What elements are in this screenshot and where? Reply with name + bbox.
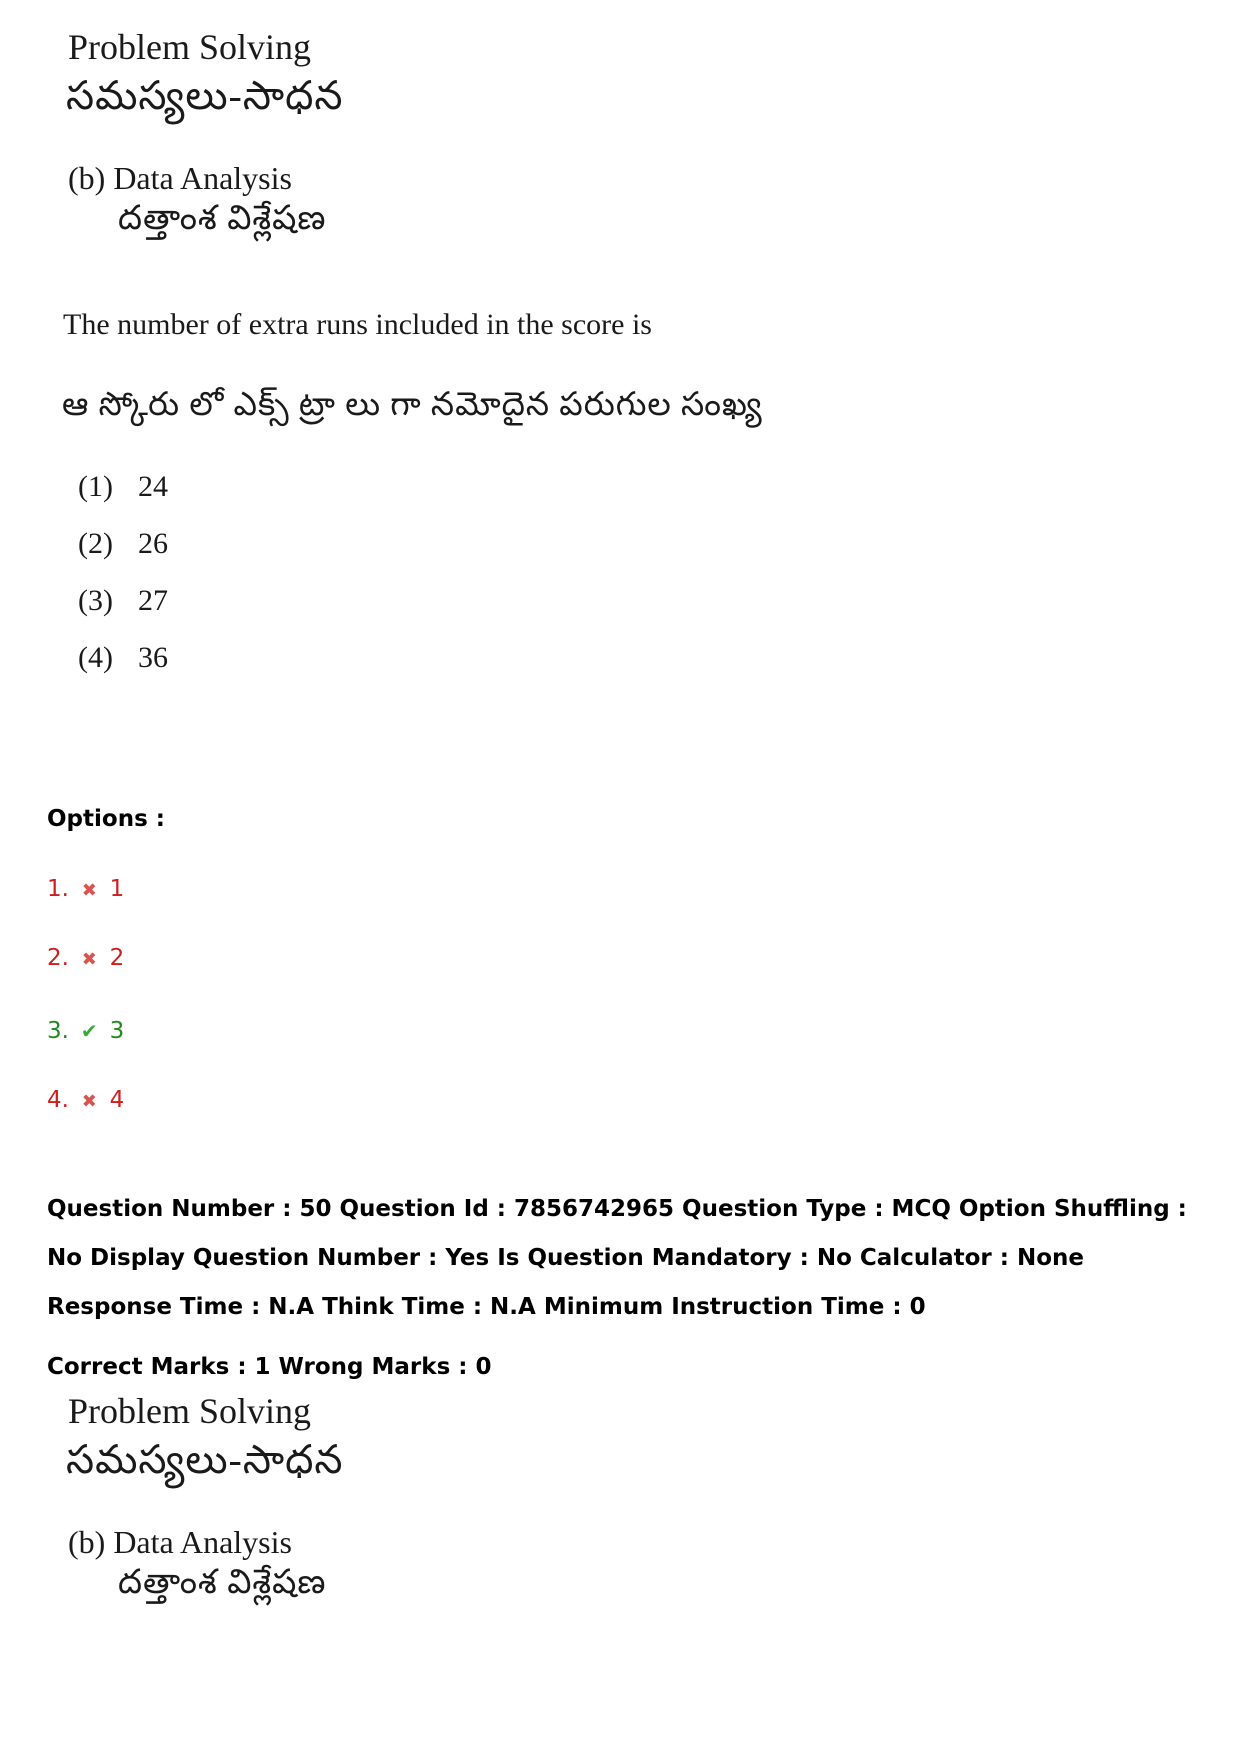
choice-number: (4) (78, 641, 113, 674)
section-title-telugu: దత్తాంశ విశ్లేషణ (118, 200, 327, 237)
question-text: The number of extra runs included in the score is (63, 308, 652, 341)
cross-icon: ✖ (81, 880, 97, 901)
section-title: (b) Data Analysis (68, 160, 292, 196)
section-title: (b) Data Analysis (68, 1524, 292, 1560)
check-icon: ✔ (80, 1019, 98, 1043)
option-value: 1 (109, 876, 125, 902)
choice-value: 24 (138, 470, 168, 503)
question-choice (78, 527, 168, 561)
question-choice (78, 584, 168, 618)
option-value: 3 (109, 1018, 125, 1044)
subject-title: Problem Solving (68, 1391, 312, 1431)
question-text-telugu: ఆ స్కోరు లో ఎక్స్ ట్రా లు గా నమోదైన పరుగుల సంఖ్య (62, 387, 763, 423)
choice-number: (2) (78, 527, 113, 560)
subject-title: Problem Solving (68, 27, 312, 67)
choice-value: 26 (138, 527, 168, 560)
option-index: 1. (47, 876, 69, 902)
question-meta: Question Number : 50 Question Id : 7856742965 Question Type : MCQ Option Shuffling : No Display Question Number : Yes Is Question Mandatory : No Calculator : None Response Time : N.A Think Time : N.A Minimum Instruction Time : 0 (47, 1196, 1187, 1320)
choice-number: (1) (78, 470, 113, 503)
option-item (47, 945, 124, 971)
option-index: 2. (47, 945, 69, 971)
option-item-correct (47, 1018, 124, 1044)
option-item (47, 1087, 124, 1113)
choice-value: 36 (138, 641, 168, 674)
section-title-telugu: దత్తాంశ విశ్లేషణ (118, 1564, 327, 1601)
option-value: 4 (109, 1087, 125, 1113)
question-choice (78, 641, 168, 675)
choice-value: 27 (138, 584, 168, 617)
choice-number: (3) (78, 584, 113, 617)
option-index: 4. (47, 1087, 69, 1113)
subject-title-telugu: సమస్యలు-సాధన (66, 73, 344, 118)
question-choice (78, 470, 168, 504)
cross-icon: ✖ (81, 949, 97, 970)
option-item (47, 876, 124, 902)
cross-icon: ✖ (81, 1091, 97, 1112)
options-heading: Options : (47, 806, 165, 832)
question-marks: Correct Marks : 1 Wrong Marks : 0 (47, 1354, 492, 1380)
option-index: 3. (47, 1018, 69, 1044)
subject-title-telugu: సమస్యలు-సాధన (66, 1437, 344, 1482)
option-value: 2 (109, 945, 125, 971)
